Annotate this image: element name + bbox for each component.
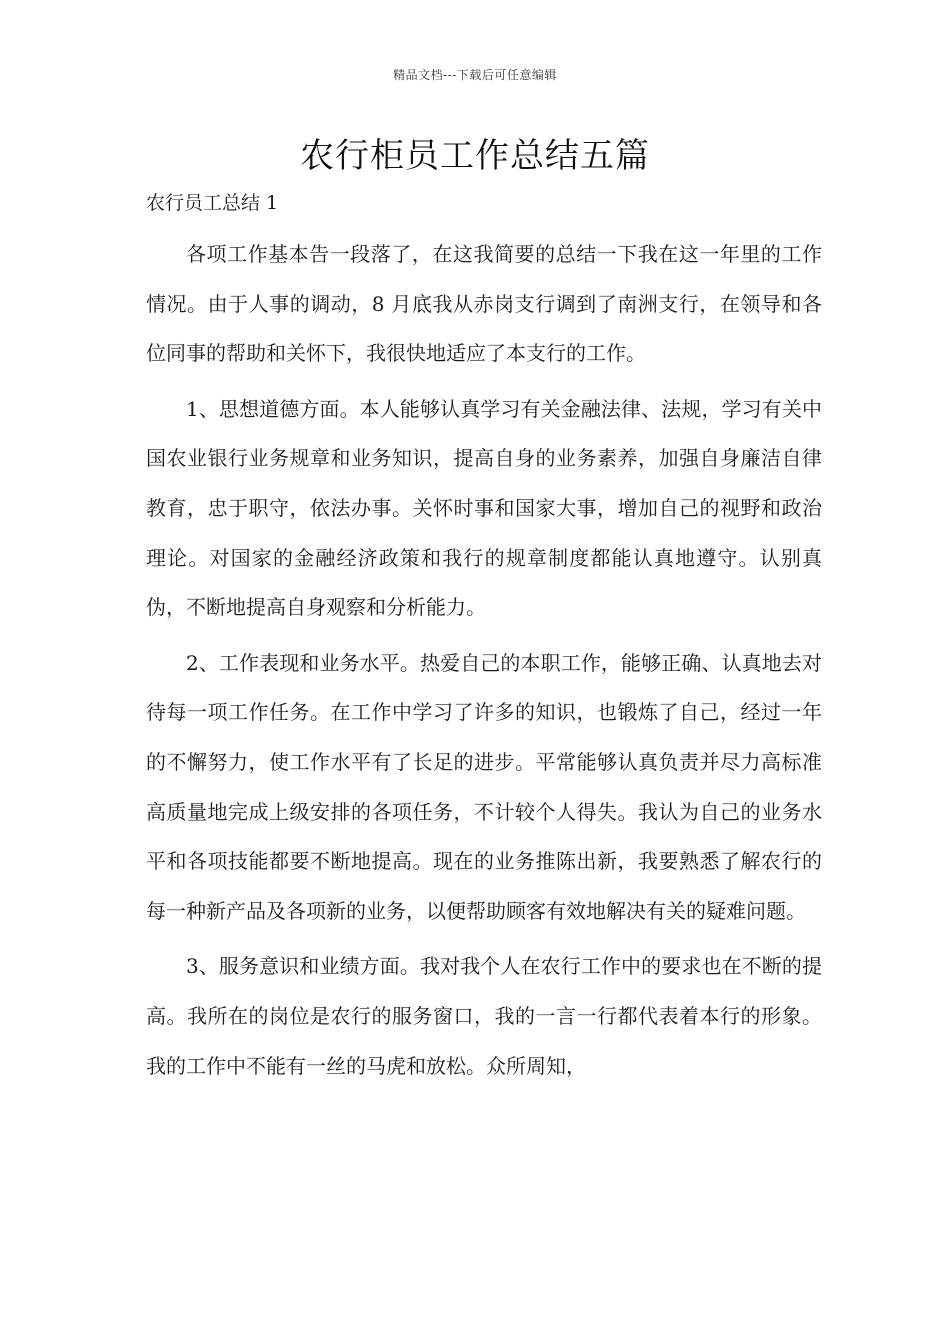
section-subtitle: 农行员工总结 1 [146, 192, 279, 214]
paragraph-service: 3、服务意识和业绩方面。我对我个人在农行工作中的要求也在不断的提高。我所在的岗位是农行的服务窗口，我的一言一行都代表着本行的形象。我的工作中不能有一丝的马虎和放松。众所周知， [146, 954, 822, 1078]
document-title: 农行柜员工作总结五篇 [300, 136, 650, 176]
paragraph-intro: 各项工作基本告一段落了，在这我简要的总结一下我在这一年里的工作情况。由于人事的调动，8 月底我从赤岗支行调到了南洲支行，在领导和各位同事的帮助和关怀下，我很快地适应了本支行的工作。 [146, 242, 822, 366]
paragraph-ethics: 1、思想道德方面。本人能够认真学习有关金融法律、法规，学习有关中国农业银行业务规章和业务知识，提高自身的业务素养，加强自身廉洁自律教育，忠于职守，依法办事。关怀时事和国家大事，增加自己的视野和政治理论。对国家的金融经济政策和我行的规章制度都能认真地遵守。认别真伪，不断地提高自身观察和分析能力。 [146, 396, 822, 620]
paragraph-performance: 2、工作表现和业务水平。热爱自己的本职工作，能够正确、认真地去对待每一项工作任务。在工作中学习了许多的知识，也锻炼了自己，经过一年的不懈努力，使工作水平有了长足的进步。平常能够认真负责并尽力高标准高质量地完成上级安排的各项任务，不计较个人得失。我认为自己的业务水平和各项技能都要不断地提高。现在的业务推陈出新，我要熟悉了解农行的每一种新产品及各项新的业务，以便帮助顾客有效地解决有关的疑难问题。 [146, 650, 822, 923]
header-note: 精品文档---下载后可任意编辑 [393, 68, 557, 82]
document-body [146, 230, 822, 1097]
